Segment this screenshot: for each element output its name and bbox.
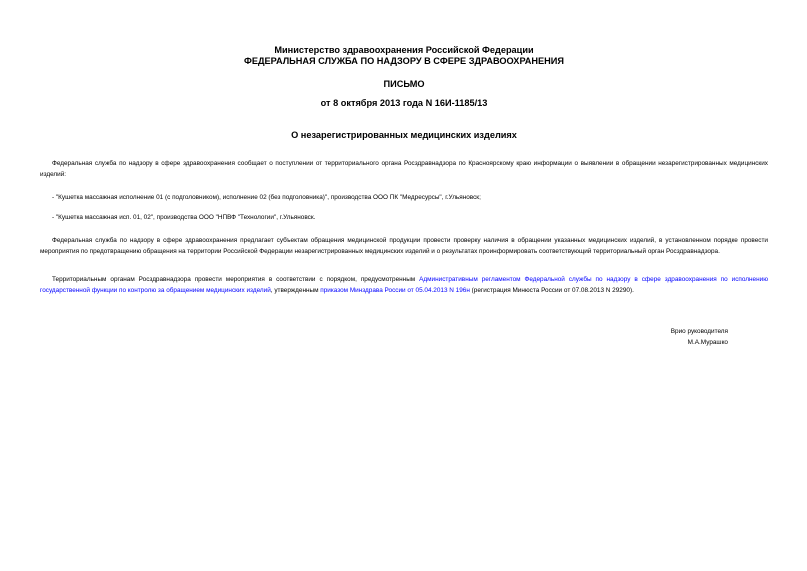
list-item: - "Кушетка массажная исп. 01, 02", производства ООО "НПВФ "Технологии", г.Ульяновск. <box>52 214 316 221</box>
paragraph-2 <box>40 235 768 257</box>
document-page <box>40 0 768 571</box>
regulation-link[interactable]: Административным регламентом Федеральной службы по надзору в сфере здравоохранения по исполнению государственной функции по контролю за обращением медицинских изделий <box>40 276 768 294</box>
paragraph-2-text: Федеральная служба по надзору в сфере здравоохранения предлагает субъектам обращения медицинской продукции провести проверку наличия в обращении указанных медицинских изделий, в установленном порядке провести мероприятия по предотвращению обращения на территории Российской Федерации незарегистрированных медицинских изделий и о результатах проинформировать соответствующий территориальный орган Росздравнадзора. <box>40 237 768 255</box>
order-link[interactable]: приказом Минздрава России от 05.04.2013 N 196н <box>320 287 470 294</box>
paragraph-3-text-start: Территориальным органам Росздравнадзора провести мероприятия в соответствии с порядком, предусмотренным <box>52 276 420 283</box>
paragraph-3-text-middle: , утвержденным <box>270 287 321 294</box>
doc-date-heading: от 8 октября 2013 года N 16И-1185/13 <box>320 98 488 108</box>
signature-name: М.А.Мурашко <box>687 339 728 346</box>
paragraph-3-text-end: (регистрация Минюста России от 07.08.2013 N 29290). <box>469 287 634 294</box>
list-item: - "Кушетка массажная исполнение 01 (с подголовником), исполнение 02 (без подголовника)", производства ООО ПК "Медресурсы", г.Ульяновск; <box>52 194 481 201</box>
paragraph-1 <box>40 158 768 180</box>
doc-type-heading: ПИСЬМО <box>383 79 425 89</box>
paragraph-3 <box>40 274 768 296</box>
subject-heading: О незарегистрированных медицинских изделиях <box>291 130 517 140</box>
ministry-heading: Министерство здравоохранения Российской Федерации <box>274 45 534 55</box>
service-heading: ФЕДЕРАЛЬНАЯ СЛУЖБА ПО НАДЗОРУ В СФЕРЕ ЗДРАВООХРАНЕНИЯ <box>243 56 564 66</box>
paragraph-1-text: Федеральная служба по надзору в сфере здравоохранения сообщает о поступлении от территориального органа Росздравнадзора по Красноярскому краю информации о выявлении в обращении незарегистрированных медицинских изделий: <box>40 160 768 178</box>
signature-position: Врио руководителя <box>670 328 728 335</box>
